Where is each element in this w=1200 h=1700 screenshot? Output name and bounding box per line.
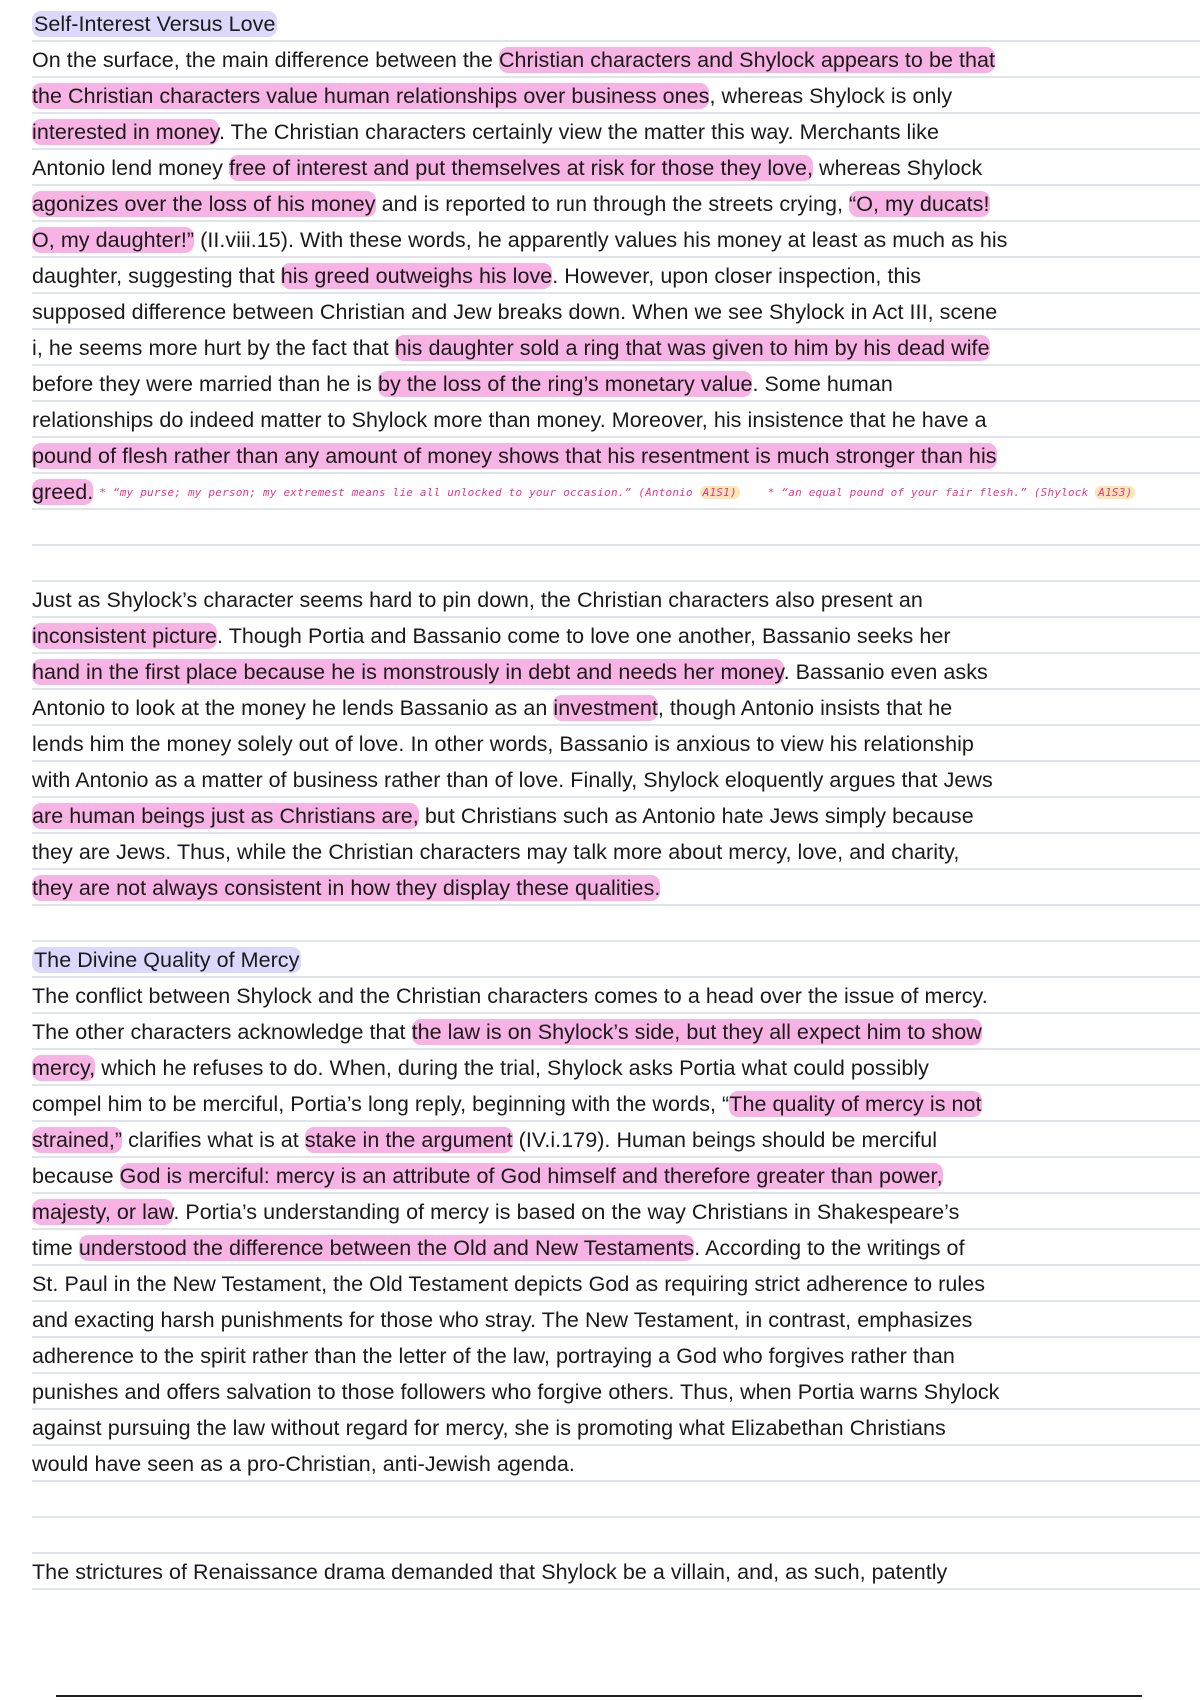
highlight: his greed outweighs his love <box>280 264 553 288</box>
text-line: daughter, suggesting that his greed outweighs his love. However, upon closer inspection, this <box>32 264 922 288</box>
text-line: before they were married than he is by the loss of the ring’s monetary value. Some human <box>32 372 893 396</box>
highlight: the law is on Shylock’s side, but they all expect him to show <box>411 1020 982 1044</box>
heading-highlight: Self-Interest Versus Love <box>34 12 276 36</box>
highlight: “O, my ducats! <box>849 192 990 216</box>
text-line: and exacting harsh punishments for those who stray. The New Testament, in contrast, emphasizes <box>32 1308 973 1332</box>
text-line: inconsistent picture. Though Portia and Bassanio come to love one another, Bassanio seeks her <box>32 624 951 648</box>
text-line: The conflict between Shylock and the Christian characters comes to a head over the issue of mercy. <box>32 984 988 1008</box>
highlight: strained,” <box>32 1128 123 1152</box>
text-line: O, my daughter!” (II.viii.15). With these words, he apparently values his money at least as much as his <box>32 228 1008 252</box>
highlight: they are not always consistent in how they display these qualities. <box>32 876 661 900</box>
text-line <box>32 870 1200 906</box>
highlight: investment <box>553 696 658 720</box>
highlight: mercy, <box>32 1056 96 1080</box>
text-line: mercy, which he refuses to do. When, during the trial, Shylock asks Portia what could possibly <box>32 1056 929 1080</box>
highlight: God is merciful: mercy is an attribute of God himself and therefore greater than power, <box>119 1164 943 1188</box>
text-line <box>32 474 1200 510</box>
highlight: The quality of mercy is not <box>729 1092 982 1116</box>
text-line: are human beings just as Christians are, but Christians such as Antonio hate Jews simply because <box>32 804 974 828</box>
text-line: time understood the difference between the Old and New Testaments. According to the writings of <box>32 1236 965 1260</box>
text-line: would have seen as a pro-Christian, anti-Jewish agenda. <box>32 1452 575 1476</box>
blank-line <box>32 546 1200 582</box>
highlight: Christian characters and Shylock appears to be that <box>498 48 996 72</box>
blank-line <box>32 1518 1200 1554</box>
text-line: Just as Shylock’s character seems hard to pin down, the Christian characters also present an <box>32 588 923 612</box>
handwritten-note: * “an equal pound of your fair flesh.” (Shylock A1S3) <box>768 486 1136 499</box>
highlight: majesty, or law <box>32 1200 174 1224</box>
note-tag: A1S3) <box>1095 486 1135 499</box>
blank-line <box>32 510 1200 546</box>
text-line: Antonio lend money free of interest and put themselves at risk for those they love, whereas Shylock <box>32 156 983 180</box>
highlight: interested in money <box>32 120 219 144</box>
highlight: pound of flesh rather than any amount of money shows that his resentment is much stronger than his <box>32 444 997 468</box>
text-line: agonizes over the loss of his money and is reported to run through the streets crying, “O, my ducats! <box>32 192 990 216</box>
highlight: understood the difference between the Old and New Testaments <box>78 1236 695 1260</box>
text-line: the Christian characters value human relationships over business ones, whereas Shylock is only <box>32 84 953 108</box>
section-heading <box>32 942 1200 978</box>
text-line: The other characters acknowledge that the law is on Shylock’s side, but they all expect him to show <box>32 1020 982 1044</box>
highlight: his daughter sold a ring that was given to him by his dead wife <box>394 336 990 360</box>
text-line: St. Paul in the New Testament, the Old Testament depicts God as requiring strict adherence to rules <box>32 1272 986 1296</box>
text-line: interested in money. The Christian characters certainly view the matter this way. Merchants like <box>32 120 939 144</box>
highlight: by the loss of the ring’s monetary value <box>377 372 753 396</box>
text-line: with Antonio as a matter of business rather than of love. Finally, Shylock eloquently argues that Jews <box>32 768 993 792</box>
text-line: On the surface, the main difference between the Christian characters and Shylock appears to be that <box>32 48 996 72</box>
text-line: compel him to be merciful, Portia’s long reply, beginning with the words, “The quality of mercy is not <box>32 1092 982 1116</box>
heading-highlight: The Divine Quality of Mercy <box>34 948 300 972</box>
text-line: because God is merciful: mercy is an attribute of God himself and therefore greater than power, <box>32 1164 943 1188</box>
highlight: agonizes over the loss of his money <box>32 192 376 216</box>
blank-line <box>32 1482 1200 1518</box>
highlight: inconsistent picture <box>32 624 218 648</box>
text-line: i, he seems more hurt by the fact that his daughter sold a ring that was given to him by his dead wife <box>32 336 990 360</box>
highlight: hand in the first place because he is monstrously in debt and needs her money <box>32 660 784 684</box>
highlight: greed. <box>32 480 94 504</box>
text-line: hand in the first place because he is monstrously in debt and needs her money. Bassanio even asks <box>32 660 988 684</box>
text-line: relationships do indeed matter to Shylock more than money. Moreover, his insistence that he have a <box>32 408 987 432</box>
text-line <box>32 438 1200 474</box>
text-line: they are Jews. Thus, while the Christian characters may talk more about mercy, love, and charity, <box>32 840 960 864</box>
page-bottom-rule <box>56 1695 1142 1697</box>
highlight: are human beings just as Christians are, <box>32 804 419 828</box>
notes-page <box>32 6 1200 1590</box>
highlight: stake in the argument <box>304 1128 513 1152</box>
text-line: against pursuing the law without regard for mercy, she is promoting what Elizabethan Christians <box>32 1416 946 1440</box>
text-line: The strictures of Renaissance drama demanded that Shylock be a villain, and, as such, patently <box>32 1560 948 1584</box>
text-line: supposed difference between Christian and Jew breaks down. When we see Shylock in Act III, scene <box>32 300 998 324</box>
text-line: strained,” clarifies what is at stake in the argument (IV.i.179). Human beings should be merciful <box>32 1128 938 1152</box>
text-line: Antonio to look at the money he lends Bassanio as an investment, though Antonio insists that he <box>32 696 953 720</box>
section-heading <box>32 6 1200 42</box>
text-line: lends him the money solely out of love. In other words, Bassanio is anxious to view his relationship <box>32 732 974 756</box>
text-line: adherence to the spirit rather than the letter of the law, portraying a God who forgives rather than <box>32 1344 955 1368</box>
handwritten-note: * “my purse; my person; my extremest means lie all unlocked to your occasion.” (Antonio A1S1) <box>99 486 740 499</box>
highlight: free of interest and put themselves at risk for those they love, <box>228 156 813 180</box>
highlight: the Christian characters value human relationships over business ones <box>32 84 710 108</box>
highlight: O, my daughter!” <box>32 228 195 252</box>
text-line: majesty, or law. Portia’s understanding of mercy is based on the way Christians in Shakespeare’s <box>32 1200 960 1224</box>
note-tag: A1S1) <box>700 486 740 499</box>
blank-line <box>32 906 1200 942</box>
text-line: punishes and offers salvation to those followers who forgive others. Thus, when Portia warns Shylock <box>32 1380 1000 1404</box>
